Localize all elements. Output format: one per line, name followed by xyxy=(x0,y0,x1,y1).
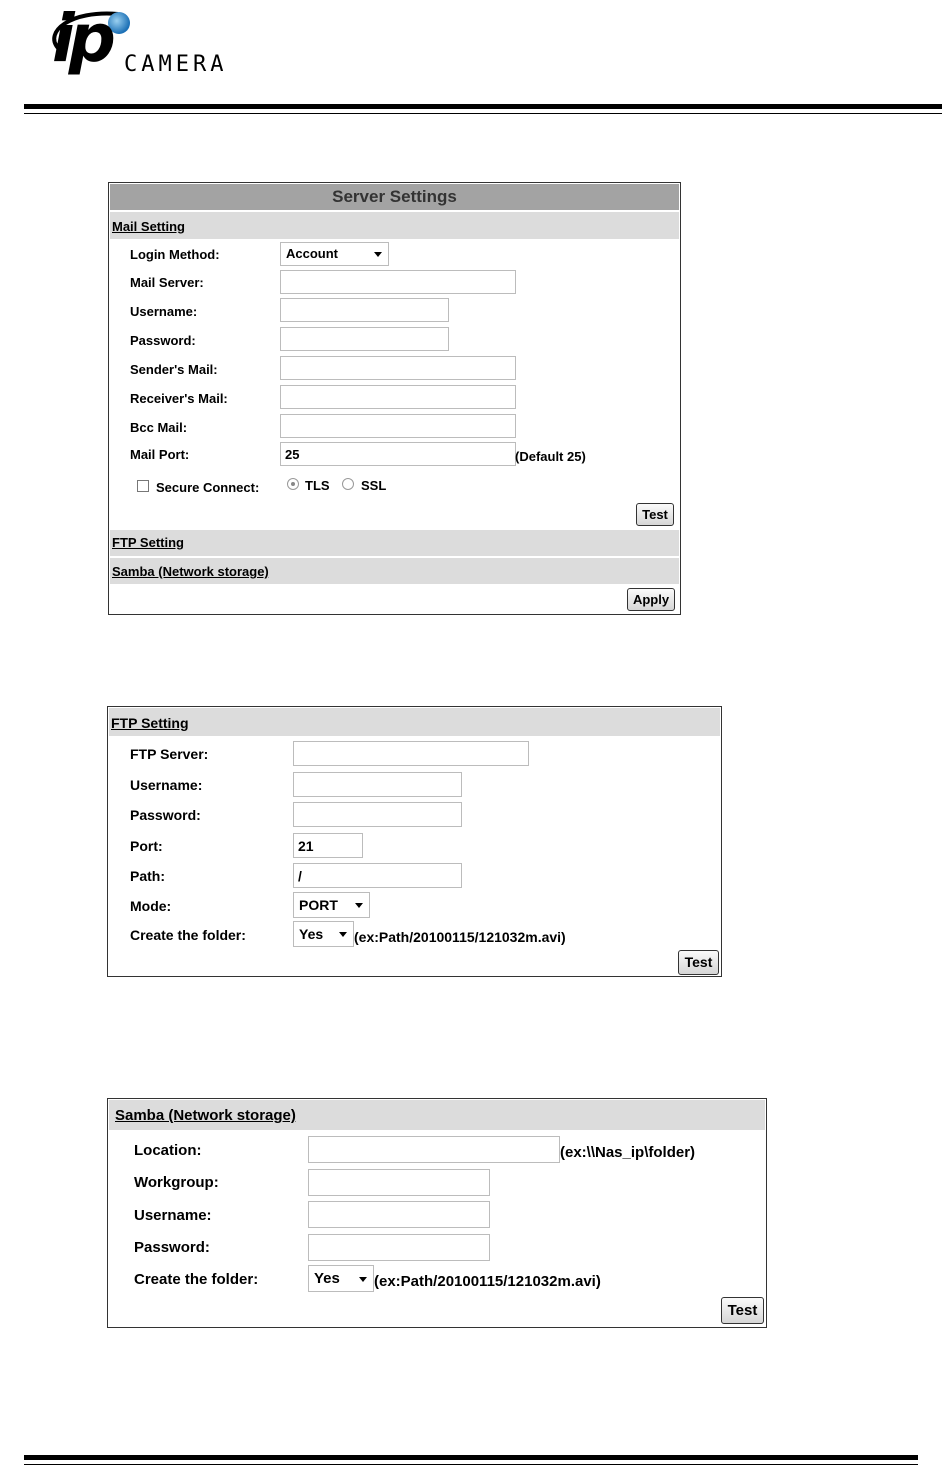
ftp-username-label: Username: xyxy=(130,777,203,793)
samba-workgroup-label: Workgroup: xyxy=(134,1174,219,1191)
ftp-setting-section[interactable]: FTP Setting xyxy=(110,530,679,556)
samba-workgroup-input[interactable] xyxy=(308,1169,490,1196)
bcc-mail-input[interactable] xyxy=(280,414,516,438)
ftp-username-input[interactable] xyxy=(293,772,462,797)
tls-radio[interactable] xyxy=(287,478,299,490)
ftp-password-label: Password: xyxy=(130,807,201,823)
chevron-down-icon xyxy=(355,903,363,908)
samba-create-folder-hint: (ex:Path/20100115/121032m.avi) xyxy=(374,1273,601,1290)
samba-location-hint: (ex:\\Nas_ip\folder) xyxy=(560,1144,696,1161)
ftp-path-label: Path: xyxy=(130,868,165,884)
secure-connect-checkbox[interactable] xyxy=(137,480,149,492)
samba-test-button[interactable]: Test xyxy=(721,1297,764,1324)
samba-location-input[interactable] xyxy=(308,1136,560,1163)
ip-camera-logo xyxy=(40,0,300,94)
panel-title: Server Settings xyxy=(110,184,679,210)
samba-panel xyxy=(107,1098,767,1328)
apply-button[interactable]: Apply xyxy=(627,588,675,611)
samba-username-input[interactable] xyxy=(308,1201,490,1228)
chevron-down-icon xyxy=(359,1277,367,1282)
logo-camera-text: CAMERA xyxy=(124,52,228,77)
login-method-label: Login Method: xyxy=(130,247,220,262)
mail-server-label: Mail Server: xyxy=(130,275,204,290)
ssl-radio[interactable] xyxy=(342,478,354,490)
footer-rule-thin xyxy=(24,1464,918,1465)
sender-mail-input[interactable] xyxy=(280,356,516,380)
logo-ip-mark: ip xyxy=(52,0,110,77)
globe-icon xyxy=(108,12,130,34)
samba-password-input[interactable] xyxy=(308,1234,490,1261)
username-label: Username: xyxy=(130,304,198,319)
ftp-create-folder-value: Yes xyxy=(299,926,324,942)
login-method-value: Account xyxy=(286,246,338,261)
ftp-mode-value: PORT xyxy=(299,897,338,913)
ftp-setting-panel xyxy=(107,706,722,977)
samba-section[interactable]: Samba (Network storage) xyxy=(110,558,679,584)
bcc-mail-label: Bcc Mail: xyxy=(130,420,188,435)
chevron-down-icon xyxy=(339,932,347,937)
mail-test-button[interactable]: Test xyxy=(636,503,674,526)
ssl-label: SSL xyxy=(361,478,387,493)
ftp-path-input[interactable] xyxy=(293,863,462,888)
mail-port-input[interactable] xyxy=(280,442,516,466)
header-rule-thick xyxy=(24,104,942,109)
ftp-test-button[interactable]: Test xyxy=(678,950,719,975)
samba-section[interactable]: Samba (Network storage) xyxy=(109,1100,765,1130)
chevron-down-icon xyxy=(374,252,382,257)
footer-rule-thick xyxy=(24,1455,918,1460)
tls-label: TLS xyxy=(305,478,330,493)
ftp-mode-select[interactable] xyxy=(293,892,370,918)
mail-setting-section[interactable]: Mail Setting xyxy=(110,212,679,239)
samba-location-label: Location: xyxy=(134,1142,202,1159)
samba-create-folder-label: Create the folder: xyxy=(134,1271,259,1288)
ftp-create-folder-label: Create the folder: xyxy=(130,927,246,943)
ftp-create-folder-select[interactable] xyxy=(293,921,354,947)
ftp-server-input[interactable] xyxy=(293,741,529,766)
mail-port-label: Mail Port: xyxy=(130,447,190,462)
samba-password-label: Password: xyxy=(134,1239,210,1256)
sender-mail-label: Sender's Mail: xyxy=(130,362,218,377)
secure-connect-label: Secure Connect: xyxy=(156,480,260,495)
samba-create-folder-value: Yes xyxy=(314,1270,340,1287)
mail-port-hint: (Default 25) xyxy=(515,449,586,464)
ftp-mode-label: Mode: xyxy=(130,898,172,914)
ftp-setting-section[interactable]: FTP Setting xyxy=(109,708,720,736)
receiver-mail-input[interactable] xyxy=(280,385,516,409)
username-input[interactable] xyxy=(280,298,449,322)
samba-username-label: Username: xyxy=(134,1207,212,1224)
ftp-create-folder-hint: (ex:Path/20100115/121032m.avi) xyxy=(354,929,566,945)
password-input[interactable] xyxy=(280,327,449,351)
ftp-port-input[interactable] xyxy=(293,833,363,858)
header-rule-thin xyxy=(24,113,942,114)
ftp-server-label: FTP Server: xyxy=(130,746,209,762)
password-label: Password: xyxy=(130,333,196,348)
server-settings-panel xyxy=(108,182,681,615)
receiver-mail-label: Receiver's Mail: xyxy=(130,391,228,406)
login-method-select[interactable] xyxy=(280,242,389,266)
ftp-port-label: Port: xyxy=(130,838,163,854)
samba-create-folder-select[interactable] xyxy=(308,1265,374,1292)
ftp-password-input[interactable] xyxy=(293,802,462,827)
mail-server-input[interactable] xyxy=(280,270,516,294)
